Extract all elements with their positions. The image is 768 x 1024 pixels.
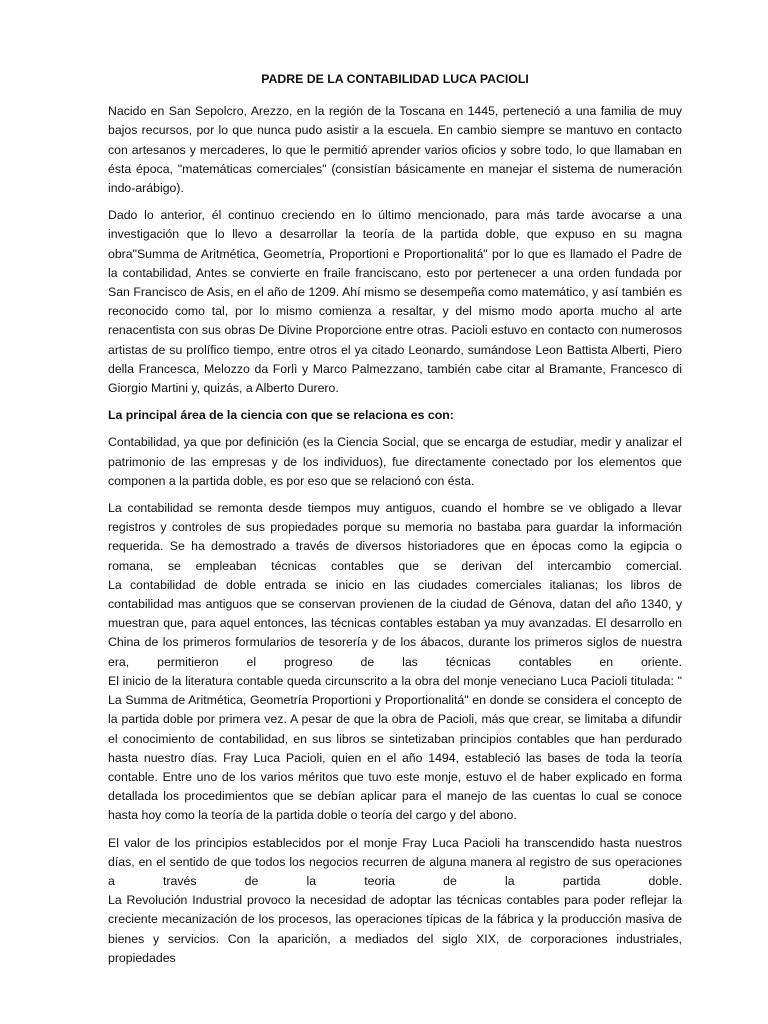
paragraph-history xyxy=(108,499,682,825)
legacy-line-principles: El valor de los principios establecidos por el monje Fray Luca Pacioli ha transcendido hasta nuestros días, en el sentido de que todos los negocios recurren de alguna manera al registro de sus operaciones a través de la teoria de la partida doble. xyxy=(108,835,682,888)
paragraph-career: Dado lo anterior, él continuo creciendo en lo último mencionado, para más tarde avocarse a una investigación que lo llevo a desarrollar la teoría de la partida doble, que expuso en su magna obra"Summa de Aritmética, Geometría, Proportioni e Proportionalitá" por lo que es llamado el Padre de la contabilidad, Antes se convierte en fraile franciscano, esto por pertenecer a una orden fundada por San Francisco de Asis, en el año de 1209. Ahí mismo se desempeña como matemático, y así también es reconocido como tal, por lo mismo comienza a resaltar, y del mismo modo aporta mucho al arte renacentista con sus obras De Divine Proporcione entre otras. Pacioli estuvo en contacto con numerosos artistas de su prolífico tiempo, entre otros el ya citado Leonardo, sumándose Leon Battista Alberti, Piero della Francesca, Melozzo da Forlì y Marco Palmezzano, también cabe citar al Bramante, Francesco di Giorgio Martini y, quizás, a Alberto Durero. xyxy=(108,208,682,396)
paragraph-science-heading: La principal área de la ciencia con que se relaciona es con: xyxy=(108,408,454,423)
history-line-double-entry: La contabilidad de doble entrada se inicio en las ciudades comerciales italianas; los libros de contabilidad mas antiguos que se conservan provienen de la ciudad de Génova, datan del año 1340, y muestran que, para aquel entonces, las técnicas contables estaban ya muy avanzadas. El desarrollo en China de los primeros formularios de tesorería y de los ábacos, durante los primeros siglos de nuestra era, permitieron el progreso de las técnicas contables en oriente. xyxy=(108,577,682,669)
paragraph-accounting-definition: Contabilidad, ya que por definición (es la Ciencia Social, que se encarga de estudiar, medir y analizar el patrimonio de las empresas y de los individuos), fue directamente conectado por los elementos que componen a la partida doble, es por eso que se relacionó con ésta. xyxy=(108,435,682,488)
document-title: PADRE DE LA CONTABILIDAD LUCA PACIOLI xyxy=(261,72,529,86)
legacy-line-industrial: La Revolución Industrial provoco la necesidad de adoptar las técnicas contables para poder reflejar la creciente mecanización de los procesos, las operaciones típicas de la fábrica y la producción masiva de bienes y servicios. Con la aparición, a mediados del siglo XIX, de corporaciones industriales, propiedades xyxy=(108,893,682,965)
paragraph-legacy xyxy=(108,834,682,968)
paragraph-birth: Nacido en San Sepolcro, Arezzo, en la región de la Toscana en 1445, perteneció a una familia de muy bajos recursos, por lo que nunca pudo asistir a la escuela. En cambio siempre se mantuvo en contacto con artesanos y mercaderes, lo que le permitió aprender varios oficios y sobre todo, lo que llamaban en ésta época, "matemáticas comerciales" (consistían básicamente en manejar el sistema de numeración indo-arábigo). xyxy=(108,104,682,196)
history-line-literature: El inicio de la literatura contable queda circunscrito a la obra del monje veneciano Luca Pacioli titulada: " La Summa de Aritmética, Geometría Proportioni y Proportionalitá" en donde se considera el concepto de la partida doble por primera vez. A pesar de que la obra de Pacioli, más que crear, se limitaba a difundir el conocimiento de contabilidad, en sus libros se sintetizaban principios contables que han perdurado hasta nuestro días. Fray Luca Pacioli, quien en el año 1494, estableció las bases de toda la teoría contable. Entre uno de los varios méritos que tuvo este monje, estuvo el de haber explicado en forma detallada los procedimientos que se debían aplicar para el manejo de las cuentas lo cual se conoce hasta hoy como la teoría de la partida doble o teoría del cargo y del abono. xyxy=(108,673,682,823)
history-line-ancient: La contabilidad se remonta desde tiempos muy antiguos, cuando el hombre se ve obligado a llevar registros y controles de sus propiedades porque su memoria no bastaba para guardar la información requerida. Se ha demostrado a través de diversos historiadores que en épocas como la egipcia o romana, se empleaban técnicas contables que se derivan del intercambio comercial. xyxy=(108,501,682,573)
